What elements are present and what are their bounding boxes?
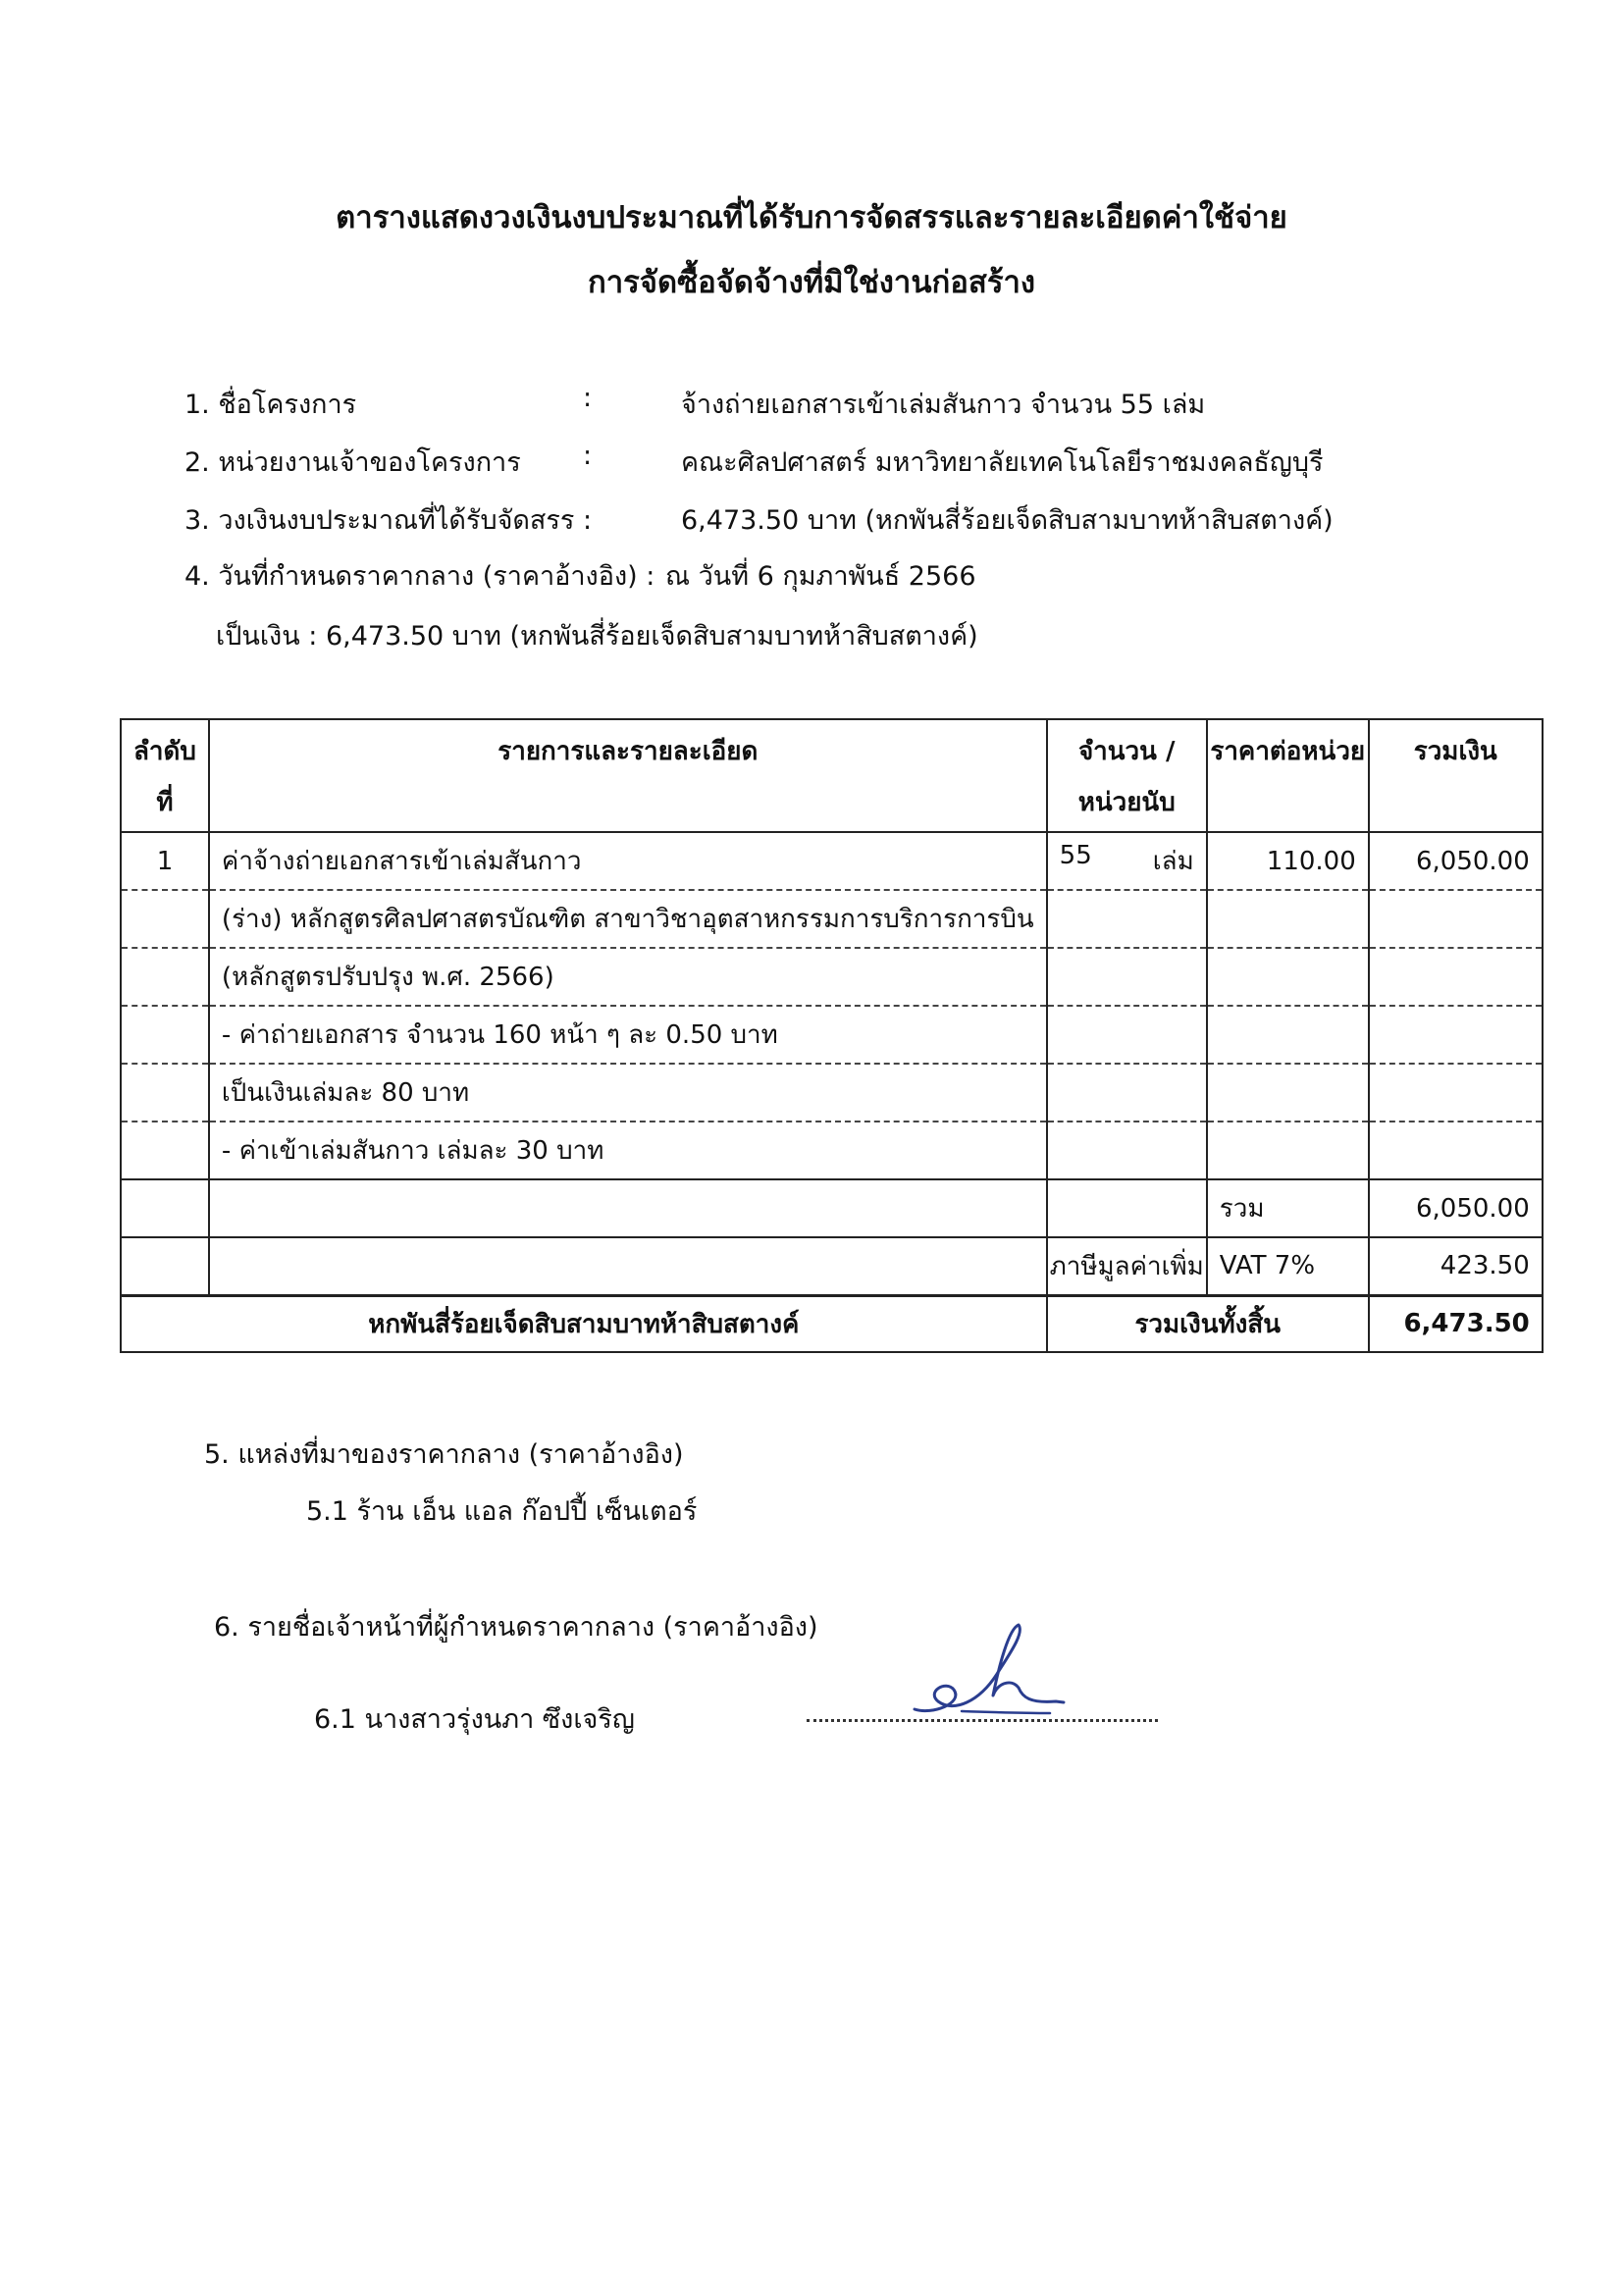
header-quantity-line1: จำนวน / xyxy=(1077,737,1176,766)
row-description: (หลักสูตรปรับปรุง พ.ศ. 2566) xyxy=(209,948,1047,1006)
row-unit-price xyxy=(1207,1006,1369,1064)
row-quantity xyxy=(1047,948,1207,1006)
table-header-row xyxy=(121,719,1543,832)
row-quantity xyxy=(1047,890,1207,948)
header-no-line2: ที่ xyxy=(156,788,174,817)
row-unit-price: 110.00 xyxy=(1207,832,1369,890)
table-row xyxy=(121,1122,1543,1179)
signature-mark xyxy=(903,1619,1070,1727)
header-amount: รวมเงิน xyxy=(1369,719,1543,832)
vat-label: ภาษีมูลค่าเพิ่ม xyxy=(1047,1237,1207,1295)
reference-date-value: ณ วันที่ 6 กุมภาพันธ์ 2566 xyxy=(665,561,976,592)
total-amount-text: หกพันสี่ร้อยเจ็ดสิบสามบาทห้าสิบสตางค์ xyxy=(121,1295,1047,1352)
row-description: เป็นเงินเล่มละ 80 บาท xyxy=(209,1064,1047,1122)
row-description: (ร่าง) หลักสูตรศิลปศาสตรบัณฑิต สาขาวิชาอุตสาหกรรมการบริการการบิน xyxy=(209,890,1047,948)
agency-value: คณะศิลปศาสตร์ มหาวิทยาลัยเทคโนโลยีราชมงคลธัญบุรี xyxy=(681,447,1324,478)
row-no xyxy=(121,1064,209,1122)
row-no xyxy=(121,1006,209,1064)
agency-label: 2. หน่วยงานเจ้าของโครงการ xyxy=(184,447,521,478)
subtotal-label: รวม xyxy=(1207,1179,1369,1237)
row-amount xyxy=(1369,948,1543,1006)
row-quantity xyxy=(1047,1064,1207,1122)
subtotal-value: 6,050.00 xyxy=(1369,1179,1543,1237)
budget-label: 3. วงเงินงบประมาณที่ได้รับจัดสรร : xyxy=(184,505,593,536)
table-row xyxy=(121,890,1543,948)
row-unit-price xyxy=(1207,1064,1369,1122)
table-row xyxy=(121,1064,1543,1122)
vat-row xyxy=(121,1237,1543,1295)
table-row xyxy=(121,832,1543,890)
row-amount: 6,050.00 xyxy=(1369,832,1543,890)
table-row xyxy=(121,1006,1543,1064)
row-no xyxy=(121,890,209,948)
total-value: 6,473.50 xyxy=(1369,1295,1543,1352)
project-name-value: จ้างถ่ายเอกสารเข้าเล่มสันกาว จำนวน 55 เล่ม xyxy=(681,390,1206,420)
row-no xyxy=(121,948,209,1006)
source-item: 5.1 ร้าน เอ็น แอล ก๊อปปี้ เซ็นเตอร์ xyxy=(306,1496,698,1527)
document-title: ตารางแสดงวงเงินงบประมาณที่ได้รับการจัดสรรและรายละเอียดค่าใช้จ่าย xyxy=(336,200,1287,235)
row-no xyxy=(121,1122,209,1179)
total-label: รวมเงินทั้งสิ้น xyxy=(1047,1295,1369,1352)
row-amount xyxy=(1369,890,1543,948)
row-description: - ค่าเข้าเล่มสันกาว เล่มละ 30 บาท xyxy=(209,1122,1047,1179)
official-item: 6.1 นางสาวรุ่งนภา ซึงเจริญ xyxy=(314,1704,635,1735)
row-description: - ค่าถ่ายเอกสาร จำนวน 160 หน้า ๆ ละ 0.50 บาท xyxy=(209,1006,1047,1064)
reference-date-label: 4. วันที่กำหนดราคากลาง (ราคาอ้างอิง) : xyxy=(184,561,655,592)
row-quantity-value: 55 xyxy=(1059,841,1092,870)
sources-heading: 5. แหล่งที่มาของราคากลาง (ราคาอ้างอิง) xyxy=(204,1439,684,1470)
header-no-line1: ลำดับ xyxy=(133,737,196,766)
header-unit-price: ราคาต่อหน่วย xyxy=(1207,719,1369,832)
row-no: 1 xyxy=(121,832,209,890)
row-description: ค่าจ้างถ่ายเอกสารเข้าเล่มสันกาว xyxy=(209,832,1047,890)
cost-table xyxy=(120,718,1544,1353)
vat-value: 423.50 xyxy=(1369,1237,1543,1295)
row-quantity xyxy=(1047,1122,1207,1179)
budget-value: 6,473.50 บาท (หกพันสี่ร้อยเจ็ดสิบสามบาทห้าสิบสตางค์) xyxy=(681,505,1334,536)
header-quantity-line2: หน่วยนับ xyxy=(1077,788,1176,817)
row-quantity xyxy=(1047,1006,1207,1064)
header-quantity xyxy=(1047,719,1207,832)
subtotal-row xyxy=(121,1179,1543,1237)
header-no xyxy=(121,719,209,832)
row-quantity xyxy=(1047,832,1207,890)
table-row xyxy=(121,948,1543,1006)
project-name-colon: : xyxy=(583,383,593,413)
amount-line: เป็นเงิน : 6,473.50 บาท (หกพันสี่ร้อยเจ็ดสิบสามบาทห้าสิบสตางค์) xyxy=(216,621,978,652)
total-row xyxy=(121,1295,1543,1352)
document-subtitle: การจัดซื้อจัดจ้างที่มิใช่งานก่อสร้าง xyxy=(587,265,1036,300)
officials-heading: 6. รายชื่อเจ้าหน้าที่ผู้กำหนดราคากลาง (ราคาอ้างอิง) xyxy=(214,1612,818,1643)
vat-rate: VAT 7% xyxy=(1207,1237,1369,1295)
row-unit-price xyxy=(1207,890,1369,948)
agency-colon: : xyxy=(583,441,593,471)
row-unit-price xyxy=(1207,948,1369,1006)
row-unit-price xyxy=(1207,1122,1369,1179)
row-quantity-unit: เล่ม xyxy=(1152,847,1194,876)
row-amount xyxy=(1369,1006,1543,1064)
header-description: รายการและรายละเอียด xyxy=(209,719,1047,832)
row-amount xyxy=(1369,1064,1543,1122)
project-name-label: 1. ชื่อโครงการ xyxy=(184,390,357,420)
row-amount xyxy=(1369,1122,1543,1179)
